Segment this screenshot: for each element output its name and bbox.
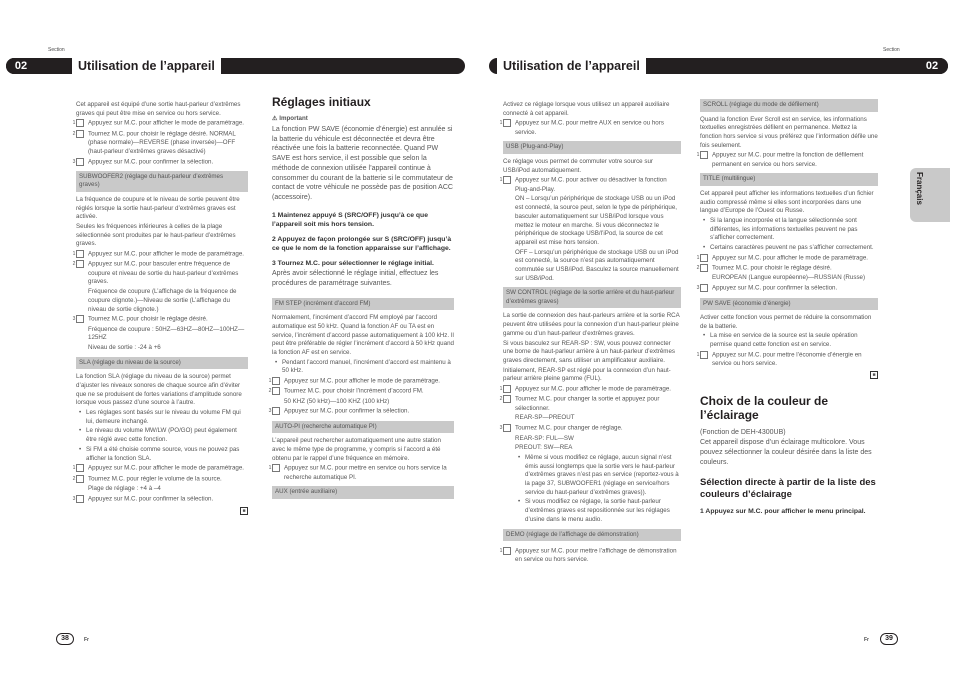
step: Appuyez sur M.C. pour confirmer la sélection.: [712, 284, 838, 292]
step: Appuyez sur M.C. pour afficher le mode de paramétrage.: [515, 385, 672, 393]
end-mark-icon: ■: [240, 507, 248, 515]
column-2: Réglages initiaux ⚠ Important La fonction PW SAVE (économie d’énergie) est annulée si la batterie du véhicule est déconnectée et devra être réactivée une fois la batterie reconnectée. Quand PW SAVE est hors service, il est possible que selon la méthode de connexion utilisée l’appareil continue à consommer du courant de la batterie si le commutateur de contact de votre véhicule ne possède pas de position ACC (accessoire). 1 Maintenez appuyé S (SRC/OFF) jusqu’à ce que l’appareil soit mis hors tension. 2 Appuyez de façon prolongée sur S (SRC/OFF) jusqu’à ce que le nom de la fonction apparaisse sur l’affichage. 3 Tournez M.C. pour sélectionner le réglage initial. Après avoir sélectionné le réglage initial, effectuez les procédures de paramétrage suivantes. FM STEP (incrément d’accord FM) Normalement, l’incrément d’accord FM employé par l’accord automatique est 50 kHz. Quand la fonction AF ou TA est en service, l’incrément d’accord passe automatiquement à 100 kHz. Il peut être préférable de régler l’incrément d’accord à 50 kHz quand la fonction AF est en service. • Pendant l’accord manuel, l’incrément d’accord est maintenu à 50 kHz. 1 Appuyez sur M.C. pour afficher le mode de paramétrage. 2 Tournez M.C. pour choisir l’incrément d’accord FM. 50 KHZ (50 kHz)—100 KHZ (100 kHz) 3 Appuyez sur M.C. pour confirmer la sélection. AUTO-PI (recherche automatique PI) L’appareil peut rechercher automatiquement une autre station avec le même type de programme, y compris si l’accord a été obtenu par le rappel d’une fréquence en mémoire. 1 Appuyez sur M.C. pour mettre en service ou hors service la recherche automatique PI. AUX (entrée auxiliaire): [272, 95, 454, 503]
paragraph: Si vous basculez sur REAR-SP : SW, vous pouvez connecter une borne de haut-parleur arrière à un haut-parleur d’extrêmes graves directement, sans utiliser un amplificateur auxiliaire.: [503, 339, 675, 364]
paragraph: Initialement, REAR-SP est réglé pour la connexion d’un haut-parleur arrière pleine gamme (FUL).: [503, 366, 671, 383]
paragraph: Activer cette fonction vous permet de réduire la consommation de la batterie.: [700, 314, 872, 330]
bullet: • Si vous modifiez ce réglage, la sortie haut-parleur d’extrêmes graves est repositionnée sur les réglages d’usine dans le menu audio.: [515, 498, 681, 524]
step: Appuyez sur M.C. pour afficher le mode de paramétrage.: [88, 120, 245, 128]
section-header: AUTO-PI (recherche automatique PI): [272, 421, 454, 434]
paragraph: La fonction SLA (réglage du niveau de la source) permet d’ajuster les niveaux sonores de chaque source afin d’éviter que ne se produisent de fortes variations d’amplitude sonore lorsque vous passez d’une source à l’autre.: [76, 373, 242, 407]
step-heading: 2 Appuyez de façon prolongée sur S (SRC/OFF) jusqu’à ce que le nom de la fonction apparaisse sur l’affichage.: [272, 236, 452, 253]
step: Appuyez sur M.C. pour afficher le mode de paramétrage.: [712, 254, 869, 262]
section-title-right: Utilisation de l’appareil: [497, 57, 646, 75]
page-number-right: 39: [880, 633, 898, 645]
step-detail: Plage de réglage : +4 à –4: [88, 484, 161, 492]
section-header: SUBWOOFER2 (réglage du haut-parleur d’extrêmes graves): [76, 171, 248, 192]
bullet: • Même si vous modifiez ce réglage, aucun signal n’est émis aussi longtemps que la sortie vers le haut-parleur d’extrêmes graves n’est pas en service (reportez-vous à la page 37, SUBWOOFER1 (réglage en service/hors service du haut-parleur d’extrêmes graves)).: [515, 454, 681, 498]
section-number-right: 02: [916, 58, 948, 74]
step: Appuyez sur M.C. pour confirmer la sélection.: [284, 408, 410, 416]
section-header: AUX (entrée auxiliaire): [272, 486, 454, 499]
bullet: • Si la langue incorporée et la langue sélectionnée sont différentes, les informations textuelles peuvent ne pas s’afficher correctement.: [700, 217, 878, 243]
paragraph: La fréquence de coupure et le niveau de sortie peuvent être réglés lorsque la sortie haut-parleur d’extrêmes graves est activée.: [76, 195, 240, 221]
section-header: SLA (réglage du niveau de la source): [76, 357, 248, 370]
step-heading: 3 Tournez M.C. pour sélectionner le réglage initial.: [272, 260, 434, 268]
paragraph: Normalement, l’incrément d’accord FM employé par l’accord automatique est 50 kHz. Quand la fonction AF ou TA est en service, l’incrément d’accord passe automatiquement à 100 kHz. Il peut être préférable de régler l’incrément d’accord à 50 kHz quand la fonction AF est en service.: [272, 314, 454, 356]
bullet: • La mise en service de la source est la seule opération permise quand cette fonction est en service.: [700, 332, 878, 349]
section-number-left: 02: [6, 58, 36, 74]
step: Appuyez sur M.C. pour mettre la fonction de défilement permanent en service ou hors service.: [712, 151, 864, 168]
bullet: • Pendant l’accord manuel, l’incrément d’accord est maintenu à 50 kHz.: [272, 359, 454, 376]
paragraph: Quand la fonction Ever Scroll est en service, les informations textuelles enregistrées défilent en permanence. Mettez la fonction hors service si vous préférez que l’information défile une fois seulement.: [700, 115, 878, 149]
step-detail: Niveau de sortie : -24 à +6: [88, 344, 161, 352]
step: Appuyez sur M.C. pour activer ou désactiver la fonction Plug-and-Play.: [515, 177, 667, 193]
step-detail: EUROPEAN (Langue européenne)—RUSSIAN (Russe): [712, 274, 866, 282]
subsection-title: Sélection directe à partir de la liste des couleurs d’éclairage: [700, 476, 876, 500]
paragraph: Cet appareil dispose d’un éclairage multicolore. Vous pouvez sélectionner la couleur désirée dans la liste des couleurs.: [700, 439, 872, 466]
step: Appuyez sur M.C. pour mettre en service ou hors service la recherche automatique PI.: [284, 465, 447, 481]
section-label-right: Section: [883, 47, 900, 53]
bullet: • Si FM a été choisie comme source, vous ne pouvez pas afficher la fonction SLA.: [76, 446, 248, 463]
step: Appuyez sur M.C. pour confirmer la sélection.: [88, 495, 214, 503]
section-label-left: Section: [48, 47, 65, 53]
step: Tournez M.C. pour changer la sortie et appuyez pour sélectionner.: [515, 396, 660, 412]
step: Tournez M.C. pour choisir le réglage désiré.: [712, 264, 832, 272]
step: Appuyez sur M.C. pour mettre AUX en service ou hors service.: [515, 120, 664, 136]
step-detail: REAR-SP: FUL—SW: [515, 434, 574, 442]
paragraph: L’appareil peut rechercher automatiquement une autre station avec le même type de programme, y compris si l’accord a été obtenu par le rappel d’une fréquence en mémoire.: [272, 437, 441, 462]
paragraph: Cet appareil peut afficher les informations textuelles d’un fichier audio compressé même si elles sont incorporées dans une langue d’Europe de l’Ouest ou Russe.: [700, 189, 874, 215]
step: Appuyez sur M.C. pour mettre l’affichage de démonstration en service ou hors service.: [515, 547, 677, 564]
section-header: USB (Plug-and-Play): [503, 141, 681, 154]
bullet: • Les réglages sont basés sur le niveau du volume FM qui lui, demeure inchangé.: [76, 409, 248, 426]
section-header: SCROLL (réglage du mode de défilement): [700, 99, 878, 112]
page-number-left: 38: [56, 633, 74, 645]
section-header: DEMO (réglage de l’affichage de démonstration): [503, 529, 681, 542]
end-mark-icon: ■: [870, 371, 878, 379]
step: Tournez M.C. pour régler le volume de la source.: [88, 475, 222, 483]
step: Tournez M.C. pour changer de réglage.: [515, 424, 623, 432]
step: Appuyez sur M.C. pour afficher le mode de paramétrage.: [88, 250, 245, 258]
step: Appuyez sur M.C. pour afficher le mode de paramétrage.: [284, 377, 441, 385]
page-title: Réglages initiaux: [272, 95, 371, 109]
step-detail: REAR-SP—PREOUT: [515, 414, 575, 422]
warning-icon: ⚠: [272, 115, 278, 122]
important-label: Important: [279, 115, 308, 122]
step-detail: ON – Lorsqu’un périphérique de stockage USB ou un iPod est connecté, la source peut, selon le type de périphérique, basculer automatiquement sur USB/iPod lorsque vous mettez le moteur en marche. Si vous déconnectez le périphérique de stockage USB/l’iPod, la source de cet appareil est mise hors tension.: [515, 195, 678, 246]
step: Tournez M.C. pour choisir le réglage désiré.: [88, 315, 208, 323]
paragraph: Après avoir sélectionné le réglage initial, effectuez les procédures de paramétrage suivantes.: [272, 270, 439, 287]
step: Tournez M.C. pour choisir l’incrément d’accord FM.: [284, 388, 424, 396]
column-4: SCROLL (réglage du mode de défilement) Quand la fonction Ever Scroll est en service, les informations textuelles enregistrées défilent en permanence. Mettez la fonction hors service si vous préférez que l’information défile une fois seulement. 1 Appuyez sur M.C. pour mettre la fonction de défilement permanent en service ou hors service. TITLE (multilingue) Cet appareil peut afficher les informations textuelles d’un fichier audio compressé même si elles sont incorporées dans une langue d’Europe de l’Ouest ou Russe. • Si la langue incorporée et la langue sélectionnée sont différentes, les informations textuelles peuvent ne pas s’afficher correctement. • Certains caractères peuvent ne pas s’afficher correctement. 1 Appuyez sur M.C. pour afficher le mode de paramétrage. 2 Tournez M.C. pour choisir le réglage désiré. EUROPEAN (Langue européenne)—RUSSIAN (Russe) 3 Appuyez sur M.C. pour confirmer la sélection. PW SAVE (économie d’énergie) Activer cette fonction vous permet de réduire la consommation de la batterie. • La mise en service de la source est la seule opération permise quand cette fonction est en service. 1 Appuyez sur M.C. pour mettre l’économie d’énergie en service ou hors service. ■ Choix de la couleur de l’éclairage (Fonction de DEH-4300UB) Cet appareil dispose d’un éclairage multicolore. Vous pouvez sélectionner la couleur désirée dans la liste des couleurs. Sélection directe à partir de la liste des couleurs d’éclairage 1 Appuyez sur M.C. pour afficher le menu principal.: [700, 99, 878, 517]
bullet: • Le niveau du volume MW/LW (PO/GO) peut également être réglé avec cette fonction.: [76, 427, 248, 444]
paragraph: Ce réglage vous permet de commuter votre source sur USB/iPod automatiquement.: [503, 157, 653, 174]
step-detail: PREOUT: SW—REA: [515, 444, 573, 452]
model-note: (Fonction de DEH-4300UB): [700, 428, 786, 436]
step: Tournez M.C. pour choisir le réglage désiré. NORMAL (phase normale)—REVERSE (phase inversée)—OFF (haut-parleur d’extrêmes graves désactivé): [88, 130, 236, 155]
lang-code-left: Fr: [84, 637, 89, 643]
step-heading: 1 Maintenez appuyé S (SRC/OFF) jusqu’à ce que l’appareil soit mis hors tension.: [272, 212, 428, 229]
step-detail: 50 KHZ (50 kHz)—100 KHZ (100 kHz): [284, 397, 390, 405]
step: Appuyez sur M.C. pour afficher le mode de paramétrage.: [88, 464, 245, 472]
step-detail: OFF – Lorsqu’un périphérique de stockage USB ou un iPod est connecté, la source n’est pas automatiquement commutée sur USB/iPod. Basculez la source manuellement sur USB/iPod.: [515, 248, 679, 282]
column-1: Cet appareil est équipé d’une sortie haut-parleur d’extrêmes graves qui peut être mise en service ou hors service. 1 Appuyez sur M.C. pour afficher le mode de paramétrage. 2 Tournez M.C. pour choisir le réglage désiré. NORMAL (phase normale)—REVERSE (phase inversée)—OFF (haut-parleur d’extrêmes graves désactivé) 3 Appuyez sur M.C. pour confirmer la sélection. SUBWOOFER2 (réglage du haut-parleur d’extrêmes graves) La fréquence de coupure et le niveau de sortie peuvent être réglés lorsque la sortie haut-parleur d’extrêmes graves est activée. Seules les fréquences inférieures à celles de la plage sélectionnée sont produites par le haut-parleur d’extrêmes graves. 1 Appuyez sur M.C. pour afficher le mode de paramétrage. 2 Appuyez sur M.C. pour basculer entre fréquence de coupure et niveau de sortie du haut-parleur d’extrêmes graves. Fréquence de coupure (L’affichage de la fréquence de coupure clignote.)—Niveau de sortie (L’affichage du niveau de sortie clignote.) 3 Tournez M.C. pour choisir le réglage désiré. Fréquence de coupure : 50HZ—63HZ—80HZ—100HZ—125HZ Niveau de sortie : -24 à +6 SLA (réglage du niveau de la source) La fonction SLA (réglage du niveau de la source) permet d’ajuster les niveaux sonores de chaque source afin d’éviter que ne se produisent de fortes variations d’amplitude sonore lorsque vous passez d’une source à l’autre. • Les réglages sont basés sur le niveau du volume FM qui lui, demeure inchangé. • Le niveau du volume MW/LW (PO/GO) peut également être réglé avec cette fonction. • Si FM a été choisie comme source, vous ne pouvez pas afficher la fonction SLA. 1 Appuyez sur M.C. pour afficher le mode de paramétrage. 2 Tournez M.C. pour régler le volume de la source. Plage de réglage : +4 à –4 3 Appuyez sur M.C. pour confirmer la sélection. ■: [76, 101, 248, 516]
bullet: • Certains caractères peuvent ne pas s’afficher correctement.: [700, 244, 878, 253]
step-detail: Fréquence de coupure (L’affichage de la fréquence de coupure clignote.)—Niveau de sortie (L’affichage du niveau de sortie clignote.): [88, 288, 237, 313]
language-tab-label: Français: [915, 172, 924, 205]
section-title-left: Utilisation de l’appareil: [72, 57, 221, 75]
step-detail: Fréquence de coupure : 50HZ—63HZ—80HZ—100HZ—125HZ: [88, 325, 245, 342]
step: Appuyez sur M.C. pour mettre l’économie d’énergie en service ou hors service.: [712, 351, 862, 368]
paragraph: Seules les fréquences inférieures à celles de la plage sélectionnée sont produites par le haut-parleur d’extrêmes graves.: [76, 222, 236, 248]
step: Appuyez sur M.C. pour confirmer la sélection.: [88, 158, 214, 166]
step: Appuyez sur M.C. pour basculer entre fréquence de coupure et niveau de sortie du haut-parleur d’extrêmes graves.: [88, 261, 239, 286]
section-header: TITLE (multilingue): [700, 173, 878, 186]
paragraph: La sortie de connexion des haut-parleurs arrière et la sortie RCA peuvent être utilisées pour la connexion d’un haut-parleur pleine gamme ou d’un haut-parleur d’extrêmes graves.: [503, 312, 680, 337]
section-header: PW SAVE (économie d’énergie): [700, 298, 878, 311]
paragraph: Activez ce réglage lorsque vous utilisez un appareil auxiliaire connecté à cet appareil.: [503, 101, 670, 117]
section-title: Choix de la couleur de l’éclairage: [700, 393, 829, 422]
column-3: Activez ce réglage lorsque vous utilisez un appareil auxiliaire connecté à cet appareil. 1 Appuyez sur M.C. pour mettre AUX en service ou hors service. USB (Plug-and-Play) Ce réglage vous permet de commuter votre source sur USB/iPod automatiquement. 1 Appuyez sur M.C. pour activer ou désactiver la fonction Plug-and-Play. ON – Lorsqu’un périphérique de stockage USB ou un iPod est connecté, la source peut, selon le type de périphérique, basculer automatiquement sur USB/iPod lorsque vous mettez le moteur en marche. Si vous déconnectez le périphérique de stockage USB/l’iPod, la source de cet appareil est mise hors tension. OFF – Lorsqu’un périphérique de stockage USB ou un iPod est connecté, la source n’est pas automatiquement commutée sur USB/iPod. Basculez la source manuellement sur USB/iPod. SW CONTROL (réglage de la sortie arrière et du haut-parleur d’extrêmes graves) La sortie de connexion des haut-parleurs arrière et la sortie RCA peuvent être utilisées pour la connexion d’un haut-parleur pleine gamme ou d’un haut-parleur d’extrêmes graves. Si vous basculez sur REAR-SP : SW, vous pouvez connecter une borne de haut-parleur arrière à un haut-parleur d’extrêmes graves directement, sans utiliser un amplificateur auxiliaire. Initialement, REAR-SP est réglé pour la connexion d’un haut-parleur arrière pleine gamme (FUL). 1 Appuyez sur M.C. pour afficher le mode de paramétrage. 2 Tournez M.C. pour changer la sortie et appuyez pour sélectionner. REAR-SP—PREOUT 3 Tournez M.C. pour changer de réglage. REAR-SP: FUL—SW PREOUT: SW—REA • Même si vous modifiez ce réglage, aucun signal n’est émis aussi longtemps que la sortie vers le haut-parleur d’extrêmes graves n’est pas en service (reportez-vous à la page 37, SUBWOOFER1 (réglage en service/hors service du haut-parleur d’extrêmes graves)). • Si vous modifiez ce réglage, la sortie haut-parleur d’extrêmes graves est repositionnée sur les réglages d’usine dans le menu audio. DEMO (réglage de l’affichage de démonstration) 1 Appuyez sur M.C. pour mettre l’affichage de démonstration en service ou hors service.: [503, 101, 681, 566]
important-text: La fonction PW SAVE (économie d’énergie) est annulée si la batterie du véhicule est déconnectée et devra être réactivée une fois la batterie reconnectée. Quand PW SAVE est hors service, il est possible que selon la méthode de connexion utilisée l’appareil continue à consommer du courant de la batterie si le commutateur de contact de votre véhicule ne possède pas de position ACC (accessoire).: [272, 125, 453, 202]
step-heading: 1 Appuyez sur M.C. pour afficher le menu principal.: [700, 507, 866, 515]
lang-code-right: Fr: [864, 637, 869, 643]
section-header: FM STEP (incrément d’accord FM): [272, 298, 454, 311]
section-header: SW CONTROL (réglage de la sortie arrière et du haut-parleur d’extrêmes graves): [503, 287, 681, 308]
intro: Cet appareil est équipé d’une sortie haut-parleur d’extrêmes graves qui peut être mise en service ou hors service.: [76, 101, 241, 117]
